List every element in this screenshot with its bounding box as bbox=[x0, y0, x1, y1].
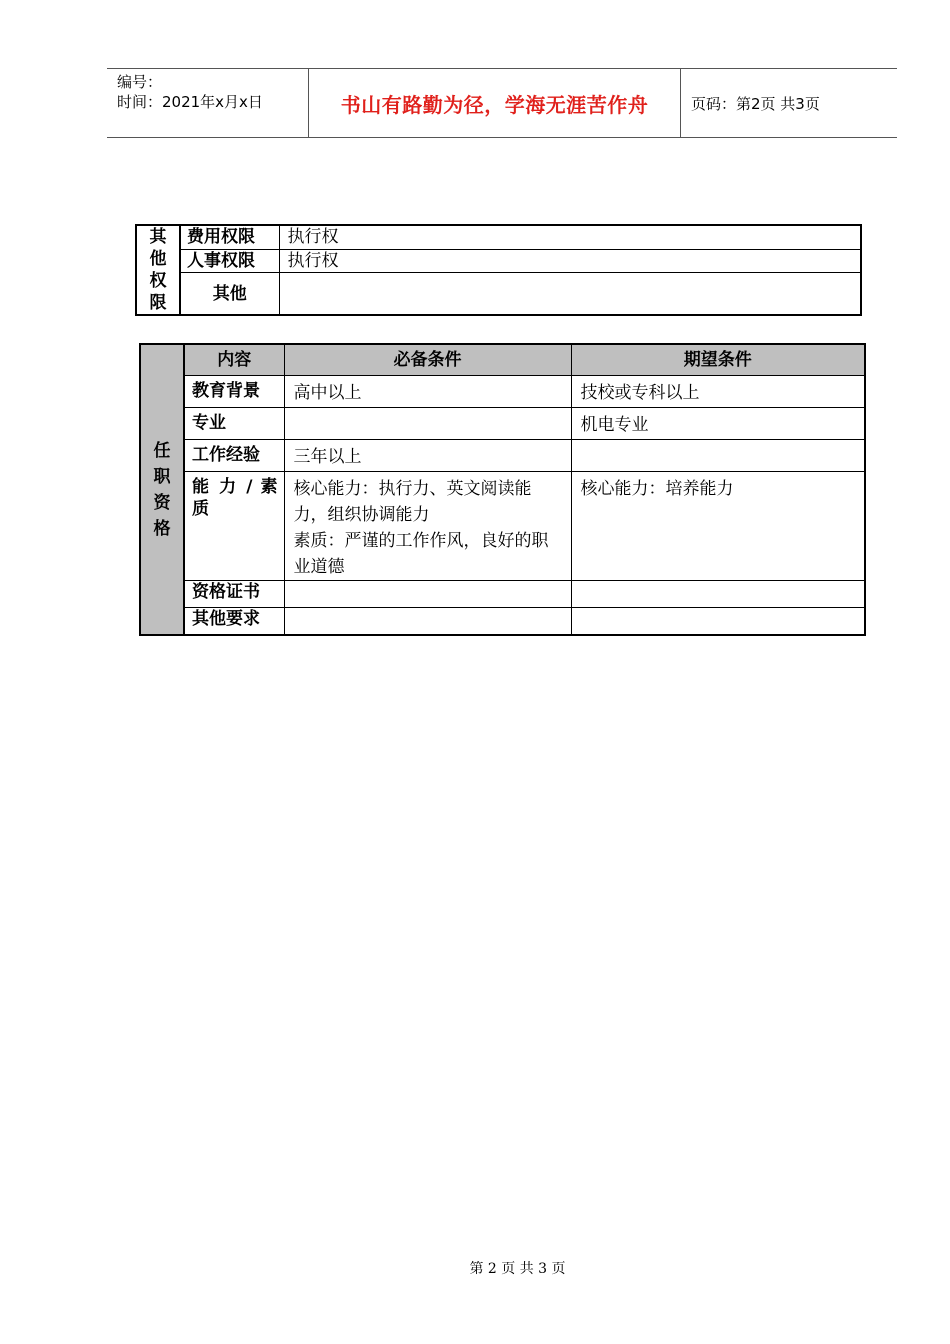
document-time-label: 时间：2021年x月x日 bbox=[117, 93, 263, 111]
side-char: 任 bbox=[153, 440, 171, 461]
certificate-label: 资格证书 bbox=[184, 581, 284, 608]
side-char: 权 bbox=[149, 271, 167, 291]
other-requirements-label: 其他要求 bbox=[184, 608, 284, 636]
header-motto: 书山有路勤为径，学海无涯苦作舟 bbox=[340, 92, 649, 117]
table-row bbox=[136, 225, 861, 249]
table-row bbox=[140, 581, 865, 608]
other-permission-value bbox=[279, 273, 861, 315]
other-requirements-required bbox=[284, 608, 571, 636]
other-requirements-expected bbox=[571, 608, 865, 636]
header-motto-cell bbox=[309, 69, 681, 137]
page-header bbox=[107, 68, 897, 138]
column-header-required: 必备条件 bbox=[284, 344, 571, 376]
side-char: 格 bbox=[153, 518, 171, 539]
ability-required-quality: 素质：严谨的工作作风，良好的职业道德 bbox=[293, 531, 549, 577]
table-row bbox=[140, 608, 865, 636]
other-permission-label: 其他 bbox=[180, 273, 279, 315]
table-row bbox=[140, 408, 865, 440]
column-header-content: 内容 bbox=[184, 344, 284, 376]
page-footer: 第 2 页 共 3 页 bbox=[469, 1261, 566, 1277]
other-permissions-side-title bbox=[136, 225, 180, 315]
header-page-number: 页码：第2页 共3页 bbox=[691, 94, 820, 113]
major-label: 专业 bbox=[184, 408, 284, 440]
ability-label-line2: 质 bbox=[192, 499, 209, 519]
ability-expected: 核心能力：培养能力 bbox=[571, 472, 865, 581]
expense-permission-value: 执行权 bbox=[279, 225, 861, 249]
expense-permission-label: 费用权限 bbox=[180, 225, 279, 249]
experience-required: 三年以上 bbox=[284, 440, 571, 472]
table-row bbox=[140, 376, 865, 408]
experience-expected bbox=[571, 440, 865, 472]
table-row bbox=[140, 440, 865, 472]
header-page-cell bbox=[681, 69, 897, 137]
ability-label-line1: 能 力 / 素 bbox=[192, 477, 278, 497]
certificate-required bbox=[284, 581, 571, 608]
table-row bbox=[136, 249, 861, 273]
qualifications-table bbox=[139, 343, 866, 636]
ability-label bbox=[184, 472, 284, 581]
side-char: 其 bbox=[149, 227, 167, 247]
column-header-expected: 期望条件 bbox=[571, 344, 865, 376]
major-required bbox=[284, 408, 571, 440]
side-char: 资 bbox=[153, 492, 171, 513]
education-expected: 技校或专科以上 bbox=[571, 376, 865, 408]
other-permissions-table bbox=[135, 224, 862, 316]
side-char: 职 bbox=[153, 466, 171, 487]
personnel-permission-label: 人事权限 bbox=[180, 249, 279, 273]
ability-required bbox=[284, 472, 571, 581]
side-char: 他 bbox=[149, 249, 167, 269]
experience-label: 工作经验 bbox=[184, 440, 284, 472]
qualifications-side-title bbox=[140, 344, 184, 635]
table-row bbox=[140, 472, 865, 581]
header-meta bbox=[107, 69, 309, 137]
personnel-permission-value: 执行权 bbox=[279, 249, 861, 273]
side-char: 限 bbox=[149, 293, 167, 313]
ability-required-core: 核心能力：执行力、英文阅读能力，组织协调能力 bbox=[293, 479, 532, 525]
major-expected: 机电专业 bbox=[571, 408, 865, 440]
table-header-row bbox=[140, 344, 865, 376]
education-label: 教育背景 bbox=[184, 376, 284, 408]
certificate-expected bbox=[571, 581, 865, 608]
document-number-label: 编号： bbox=[117, 73, 163, 91]
table-row bbox=[136, 273, 861, 315]
education-required: 高中以上 bbox=[284, 376, 571, 408]
